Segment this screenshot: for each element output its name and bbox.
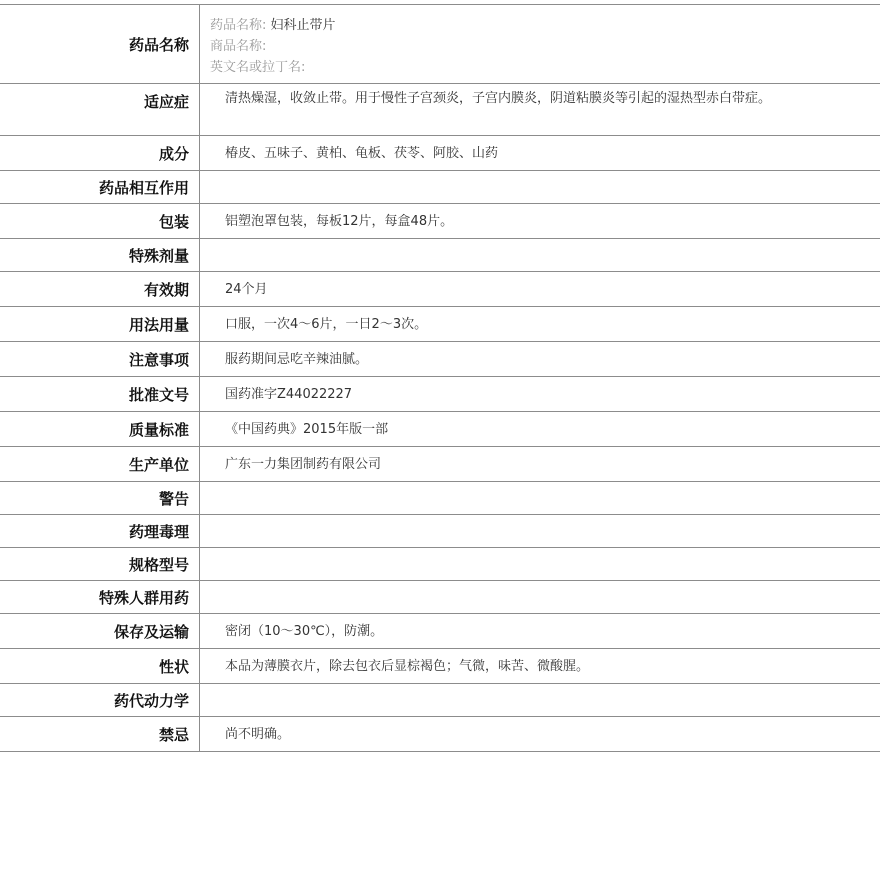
row-specification	[0, 548, 880, 581]
row-shelf-life	[0, 272, 880, 307]
row-approval-number	[0, 377, 880, 412]
row-label: 药理毒理	[0, 515, 200, 547]
row-label: 包装	[0, 204, 200, 238]
row-label: 保存及运输	[0, 614, 200, 648]
row-pharmacology	[0, 515, 880, 548]
row-value	[200, 239, 880, 271]
row-value: 《中国药典》2015年版一部	[225, 422, 389, 437]
row-value: 本品为薄膜衣片，除去包衣后显棕褐色；气微，味苦、微酸腥。	[225, 659, 590, 674]
row-warning	[0, 482, 880, 515]
row-special-dosage	[0, 239, 880, 272]
row-label: 成分	[0, 136, 200, 170]
row-value	[200, 171, 880, 203]
row-storage	[0, 614, 880, 649]
row-value: 服药期间忌吃辛辣油腻。	[225, 352, 369, 367]
row-value: 密闭（10～30℃），防潮。	[225, 624, 384, 639]
row-label: 特殊剂量	[0, 239, 200, 271]
trade-name-line	[210, 36, 870, 57]
drug-info-table	[0, 4, 880, 752]
row-value: 尚不明确。	[225, 727, 291, 742]
row-interactions	[0, 171, 880, 204]
row-special-populations	[0, 581, 880, 614]
row-value: 铝塑泡罩包装，每板12片，每盒48片。	[225, 214, 454, 229]
row-value: 国药准字Z44022227	[225, 387, 353, 402]
row-value	[200, 684, 880, 716]
generic-name-value: 妇科止带片	[270, 18, 336, 33]
row-pharmacokinetics	[0, 684, 880, 717]
row-value: 清热燥湿，收敛止带。用于慢性子宫颈炎，子宫内膜炎，阴道粘膜炎等引起的湿热型赤白带症。	[225, 91, 772, 106]
row-label: 药品相互作用	[0, 171, 200, 203]
row-label: 用法用量	[0, 307, 200, 341]
row-value: 广东一力集团制药有限公司	[225, 457, 382, 472]
row-label: 药品名称	[0, 5, 200, 83]
row-drug-names	[0, 5, 880, 84]
row-value: 24个月	[225, 282, 268, 297]
drug-names-block	[200, 5, 880, 83]
row-label: 禁忌	[0, 717, 200, 751]
row-label: 质量标准	[0, 412, 200, 446]
row-ingredients	[0, 136, 880, 171]
row-description	[0, 649, 880, 684]
generic-name-line	[210, 15, 870, 36]
row-label: 批准文号	[0, 377, 200, 411]
row-label: 药代动力学	[0, 684, 200, 716]
row-value: 口服，一次4～6片，一日2～3次。	[225, 317, 428, 332]
trade-name-key: 商品名称:	[210, 39, 267, 54]
row-indications	[0, 84, 880, 136]
row-label: 生产单位	[0, 447, 200, 481]
english-name-line	[210, 57, 870, 78]
row-label: 警告	[0, 482, 200, 514]
row-label: 特殊人群用药	[0, 581, 200, 613]
row-contraindications	[0, 717, 880, 752]
row-value	[200, 515, 880, 547]
row-manufacturer	[0, 447, 880, 482]
row-dosage	[0, 307, 880, 342]
english-name-key: 英文名或拉丁名:	[210, 60, 306, 75]
row-value	[200, 548, 880, 580]
row-label: 性状	[0, 649, 200, 683]
row-label: 注意事项	[0, 342, 200, 376]
row-value: 椿皮、五味子、黄柏、龟板、茯苓、阿胶、山药	[225, 146, 499, 161]
generic-name-key: 药品名称:	[210, 18, 267, 33]
row-value	[200, 482, 880, 514]
row-label: 规格型号	[0, 548, 200, 580]
row-packaging	[0, 204, 880, 239]
row-quality-standard	[0, 412, 880, 447]
row-value	[200, 581, 880, 613]
row-precautions	[0, 342, 880, 377]
row-label: 有效期	[0, 272, 200, 306]
row-label: 适应症	[0, 84, 200, 135]
